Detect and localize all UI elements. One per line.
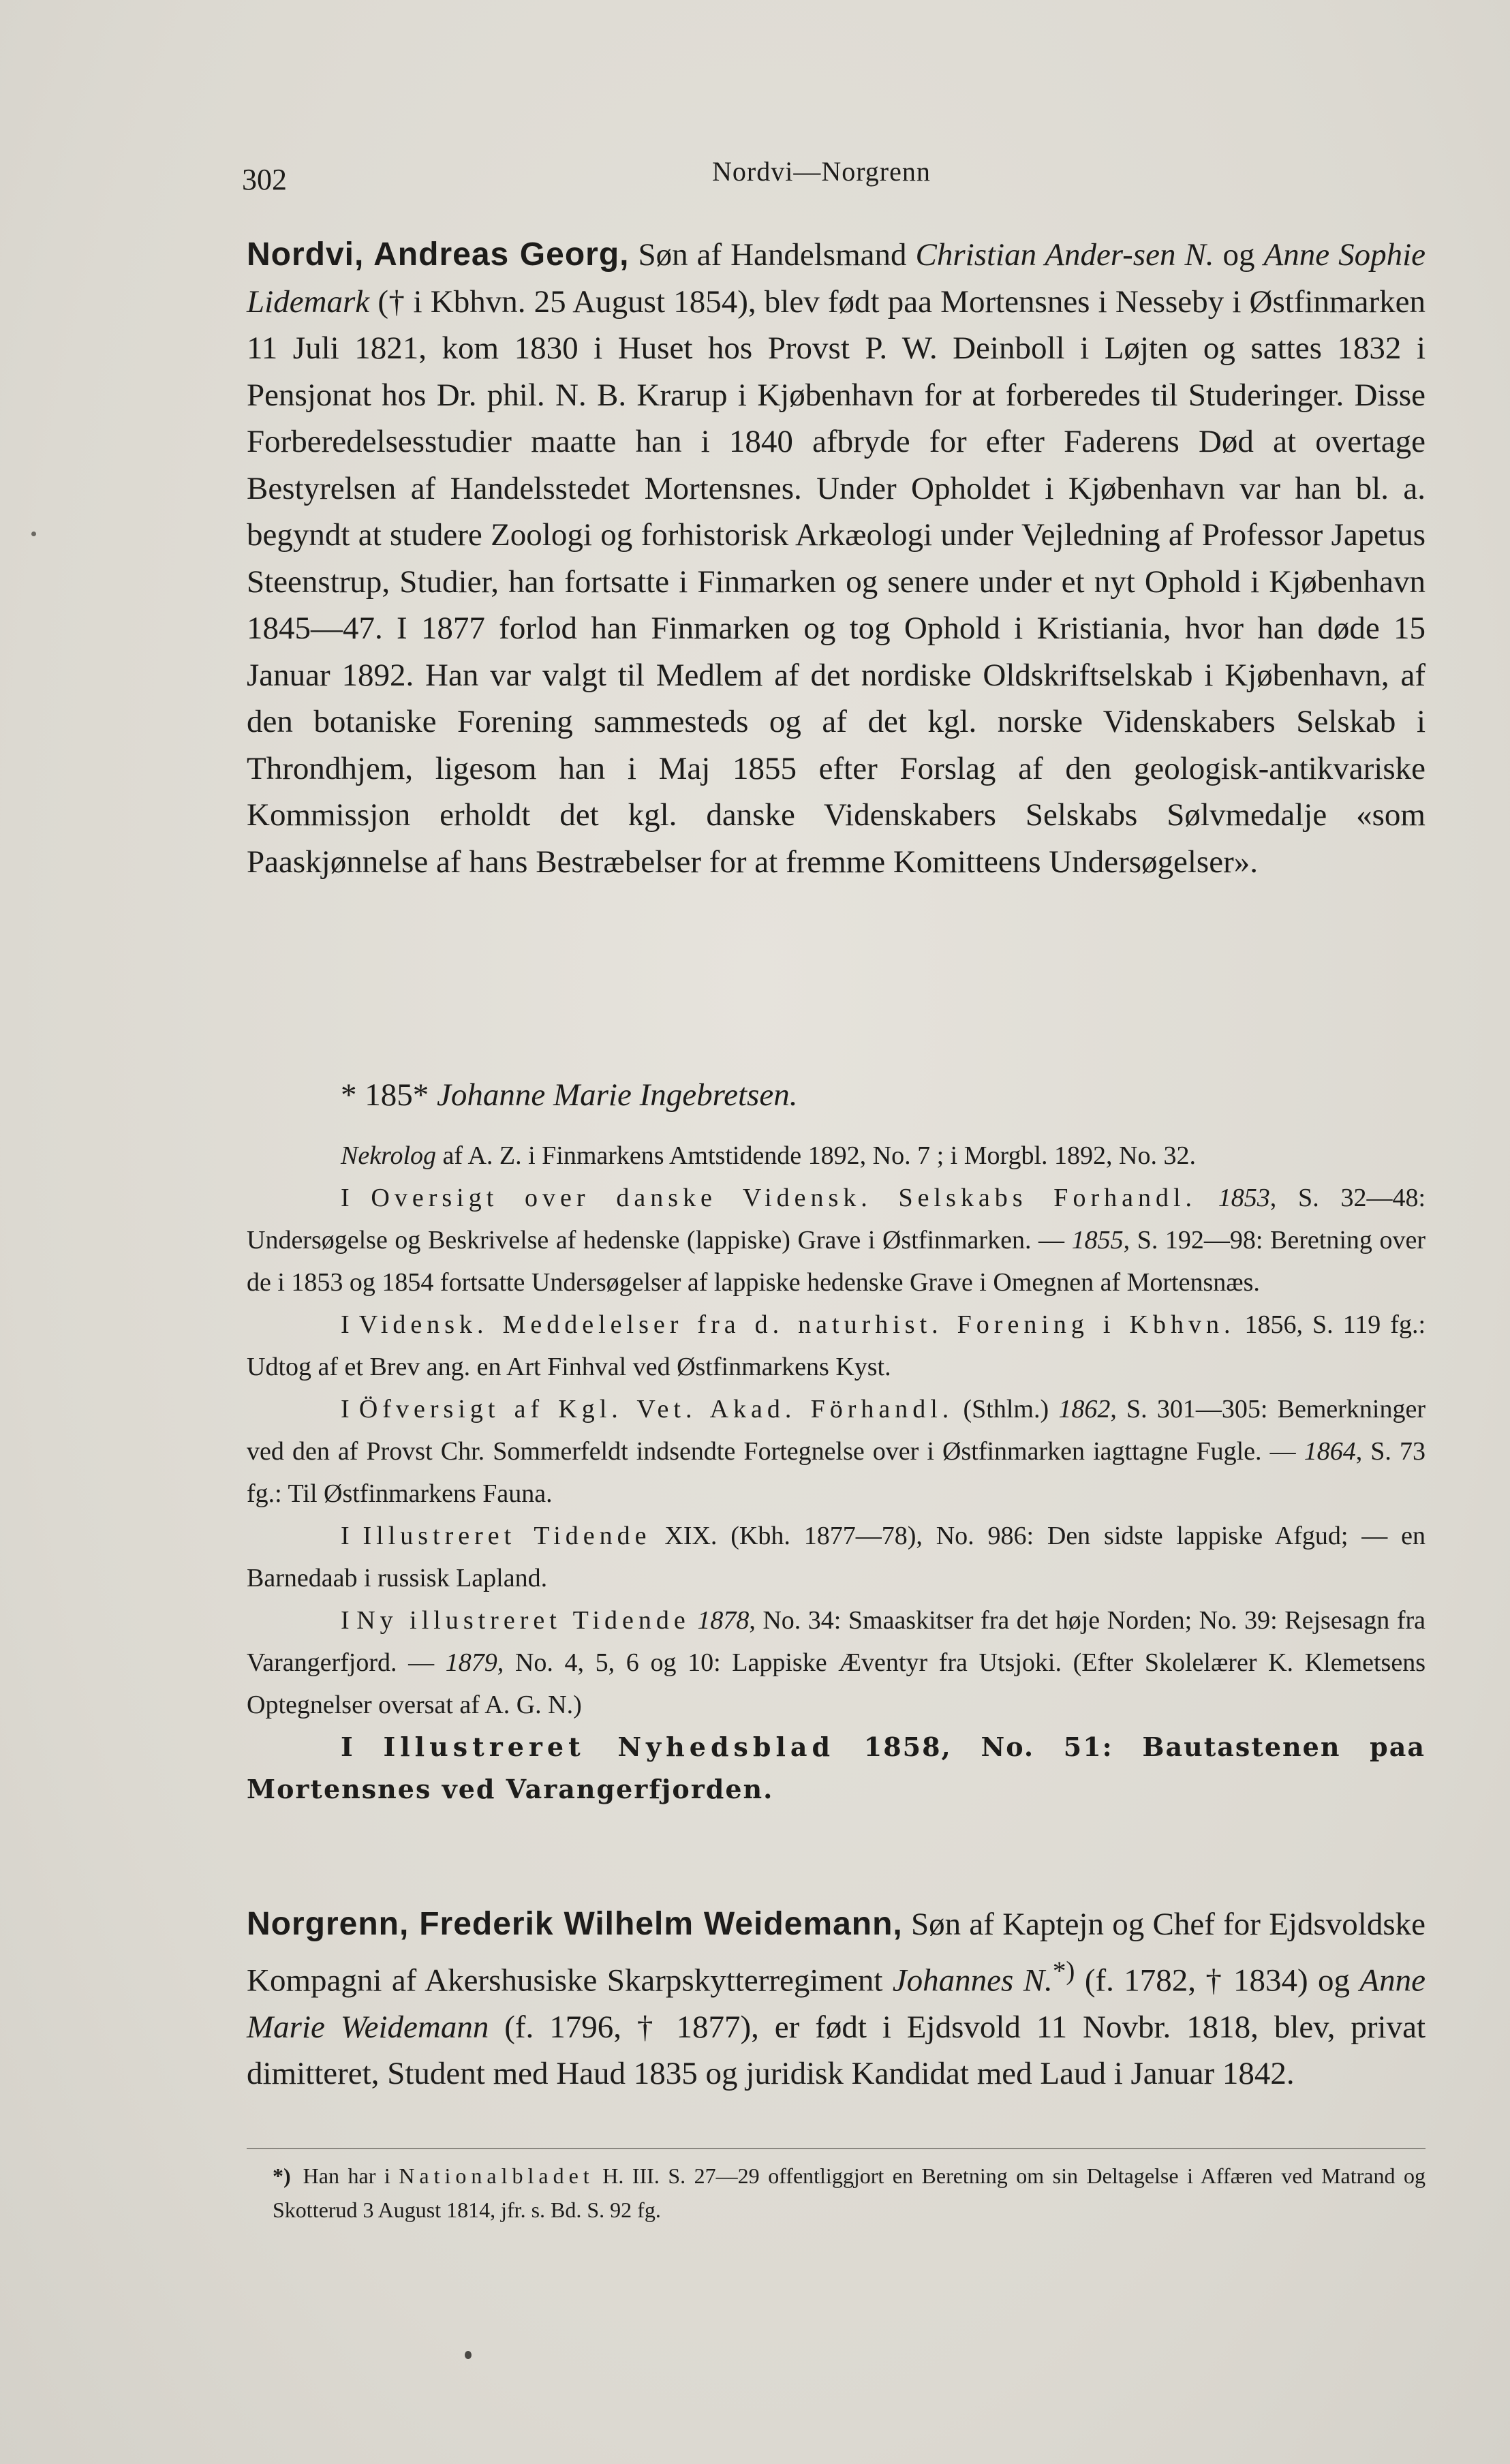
bibliography bbox=[247, 1135, 1426, 1811]
footnote-text: Han har i bbox=[303, 2163, 399, 2188]
spouse-name: Johanne Marie Ingebretsen. bbox=[437, 1077, 798, 1113]
ref-year: 1878 bbox=[697, 1606, 750, 1635]
entry-norgrenn bbox=[247, 1901, 1426, 2097]
ink-speck bbox=[31, 532, 36, 536]
footnote bbox=[273, 2159, 1426, 2227]
marriage-prefix: * 185* bbox=[341, 1077, 437, 1113]
ref-year: 1879 bbox=[445, 1648, 497, 1677]
entry-text: Søn af Handelsmand bbox=[629, 237, 916, 273]
ref-text: I bbox=[341, 1731, 384, 1762]
footnote-text: H. III. S. 27—29 offentliggjort en Beretning om sin Deltagelse i Affæren ved Matrand og Skotterud 3 August 1814, jfr. s. Bd. S. 92 fg. bbox=[273, 2163, 1426, 2222]
ref-label: Nekrolog bbox=[341, 1141, 437, 1170]
ref-text: , No. 4, 5, 6 og 10: Lappiske Æventyr fra Utsjoki. (Efter Skolelærer K. Klemetsens Optegnelser oversat af A. G. N.) bbox=[247, 1648, 1426, 1719]
father-name: Johannes N. bbox=[892, 1962, 1053, 1999]
father-name: Christian Ander-sen N. bbox=[915, 237, 1214, 273]
reference-item bbox=[247, 1599, 1426, 1726]
ref-text: , S. 73 fg.: Til Østfinmarkens Fauna. bbox=[247, 1437, 1426, 1508]
entry-text: (f. 1796, † 1877), er født i Ejdsvold 11 Novbr. 1818, blev, privat dimitteret, Student med Haud 1835 og juridisk Kandidat med Laud i Januar 1842. bbox=[247, 2009, 1426, 2092]
mother-name: Anne Sophie Lidemark bbox=[247, 237, 1426, 320]
footnote-mark: *) bbox=[273, 2163, 291, 2188]
ref-journal: Ny illustreret Tidende bbox=[356, 1606, 690, 1635]
ref-text: , S. 192—98: Beretning over de i 1853 og 1854 fortsatte Undersøgelser af lappiske hedenske Grave i Omegnen af Mortensnæs. bbox=[247, 1226, 1426, 1297]
ink-speck bbox=[465, 2351, 472, 2359]
ref-journal: Illustreret Nyhedsblad bbox=[383, 1731, 835, 1762]
ref-journal: Vidensk. Meddelelser fra d. naturhist. Forening i Kbhvn. bbox=[358, 1310, 1235, 1339]
entry-text: (f. 1782, † 1834) og bbox=[1075, 1962, 1360, 1999]
reference-item bbox=[247, 1726, 1426, 1811]
mother-name: Anne Marie Weidemann bbox=[247, 1962, 1426, 2045]
ref-year: 1862 bbox=[1058, 1395, 1111, 1423]
ref-journal: Illustreret Tidende bbox=[363, 1522, 651, 1550]
ref-text: 1856, S. 119 fg.: Udtog af et Brev ang. en Art Finhval ved Østfinmarkens Kyst. bbox=[247, 1310, 1426, 1381]
footnote-source: Nationalbladet bbox=[399, 2163, 594, 2188]
ref-text: af A. Z. i Finmarkens Amtstidende 1892, No. 7 ; i Morgbl. 1892, No. 32. bbox=[436, 1141, 1196, 1170]
marriage-line bbox=[341, 1077, 797, 1113]
running-title: Nordvi—Norgrenn bbox=[712, 156, 931, 187]
ref-text: I bbox=[341, 1606, 357, 1635]
entry-body: († i Kbhvn. 25 August 1854), blev født paa Mortensnes i Nesseby i Østfinmarken 11 Juli 1821, kom 1830 i Huset hos Provst P. W. Deinboll i Løjten og sattes 1832 i Pensjonat hos Dr. phil. N. B. Krarup i Kjøbenhavn for at forberedes til Studeringer. Disse Forberedelsesstudier maatte han i 1840 afbryde for efter Faderens Død at overtage Bestyrelsen af Handelsstedet Mortensnes. Under Opholdet i Kjøbenhavn var han bl. a. begyndt at studere Zoologi og forhistorisk Arkæologi under Vejledning af Professor Japetus Steenstrup, Studier, han fortsatte i Finmarken og senere under et nyt Ophold i Kjøbenhavn 1845—47. I 1877 forlod han Finmarken og tog Ophold i Kristiania, hvor han døde 15 Januar 1892. Han var valgt til Medlem af det nordiske Oldskriftselskab i Kjøbenhavn, af den botaniske Forening sammesteds og af det kgl. norske Videnskabers Selskab i Throndhjem, ligesom han i Maj 1855 efter Forslag af den geologisk-antikvariske Kommissjon erholdt det kgl. danske Videnskabers Selskabs Sølvmedalje «som Paaskjønnelse af hans Bestræbelser for at fremme Komitteens Undersøgelser». bbox=[247, 283, 1426, 880]
reference-item bbox=[247, 1135, 1426, 1177]
ref-text: XIX. (Kbh. 1877—78), No. 986: Den sidste lappiske Afgud; — en Barnedaab i russisk Lapland. bbox=[247, 1522, 1426, 1592]
footnote-ref: *) bbox=[1052, 1956, 1075, 1986]
entry-text: Søn af Kaptejn og Chef for Ejdsvoldske Kompagni af Akershusiske Skarpskytterregiment bbox=[247, 1907, 1426, 1999]
ref-text: I bbox=[341, 1395, 359, 1423]
ref-text bbox=[690, 1606, 698, 1635]
page-number: 302 bbox=[242, 163, 287, 196]
reference-item bbox=[247, 1515, 1426, 1599]
reference-item bbox=[247, 1304, 1426, 1388]
ref-text: 1858, No. 51: Bautastenen paa Mortensnes ved Varangerfjorden. bbox=[247, 1731, 1426, 1804]
running-head bbox=[242, 155, 1462, 203]
reference-item bbox=[247, 1388, 1426, 1515]
entry-name: Norgrenn, Frederik Wilhelm Weidemann, bbox=[247, 1906, 903, 1942]
ref-year: 1853 bbox=[1218, 1184, 1270, 1212]
ref-text: (Sthlm.) bbox=[953, 1395, 1059, 1423]
entry-nordvi bbox=[247, 232, 1426, 885]
ref-journal: Oversigt over danske Vidensk. Selskabs Forhandl. bbox=[371, 1184, 1197, 1212]
entry-name: Nordvi, Andreas Georg, bbox=[247, 236, 630, 273]
reference-item bbox=[247, 1177, 1426, 1304]
ref-text: I bbox=[341, 1522, 363, 1550]
footnote-divider bbox=[247, 2148, 1426, 2149]
ref-year: 1855 bbox=[1071, 1226, 1124, 1254]
ref-journal: Öfversigt af Kgl. Vet. Akad. Förhandl. bbox=[358, 1395, 954, 1423]
ref-text: I bbox=[341, 1184, 371, 1212]
ref-text: I bbox=[341, 1310, 359, 1339]
ref-text: , S. 301—305: Bemerkninger ved den af Provst Chr. Sommerfeldt indsendte Fortegnelse over i Østfinmarken iagttagne Fugle. — bbox=[247, 1395, 1426, 1466]
ref-text: , No. 34: Smaaskitser fra det høje Norden; No. 39: Rejsesagn fra Varangerfjord. — bbox=[247, 1606, 1426, 1677]
ref-text: , S. 32—48: Undersøgelse og Beskrivelse af hedenske (lappiske) Grave i Østfinmarken. — bbox=[247, 1184, 1426, 1254]
ref-year: 1864 bbox=[1304, 1437, 1356, 1466]
entry-text: og bbox=[1214, 237, 1264, 273]
